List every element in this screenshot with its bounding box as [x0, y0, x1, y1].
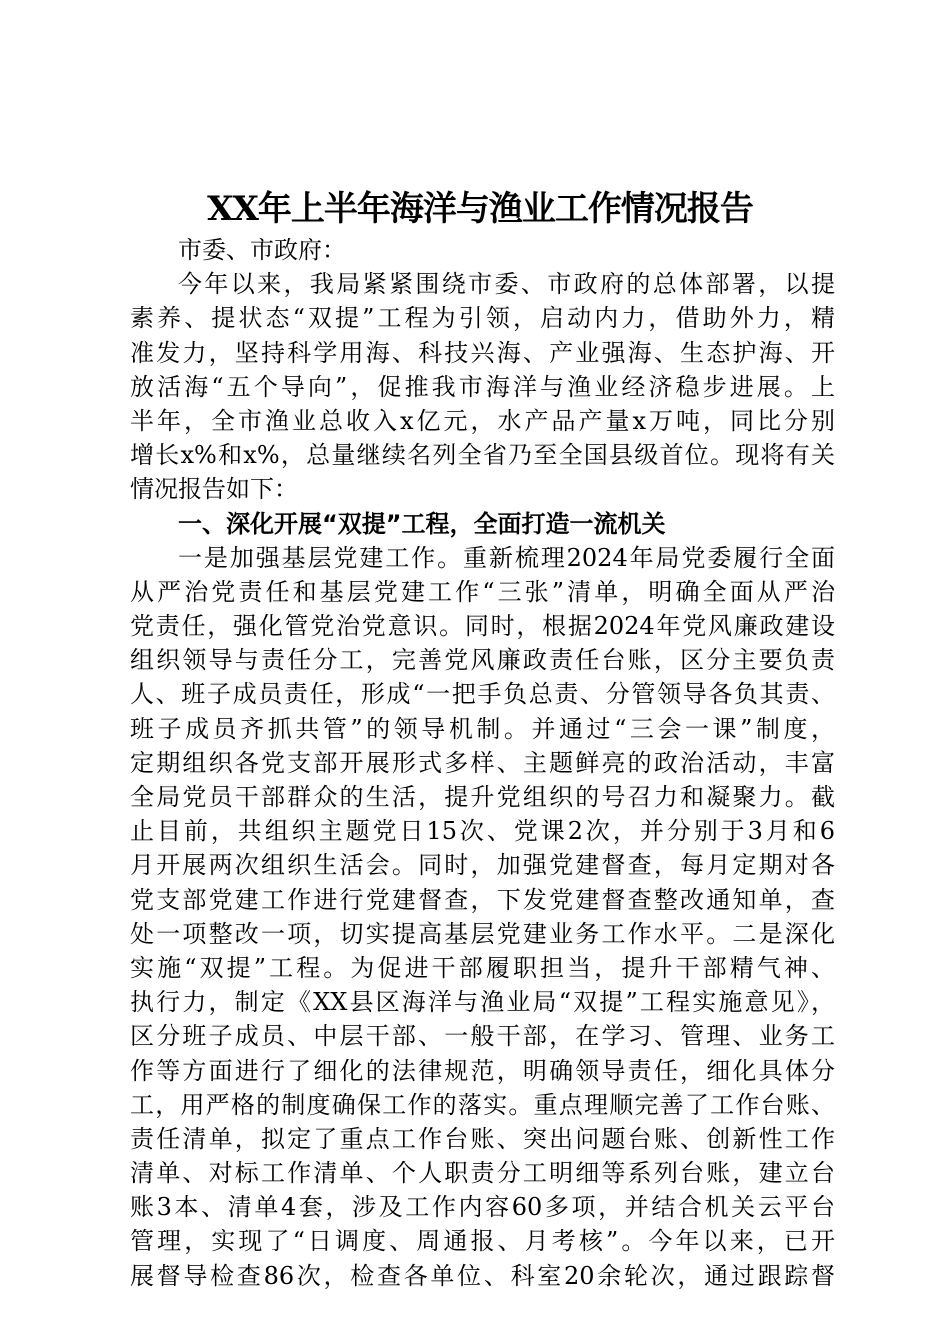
body-line: 班子成员齐抓共管”的领导机制。并通过“三会一课”制度，: [130, 714, 835, 743]
body-line: 实施“双提”工程。为促进干部履职担当，提升干部精气神、: [130, 953, 835, 982]
body-line: 定期组织各党支部开展形式多样、主题鲜亮的政治活动，丰富: [130, 748, 835, 777]
body-line: 素养、提状态“双提”工程为引领，启动内力，借助外力，精: [130, 304, 835, 333]
body-line: 止目前，共组织主题党日15次、党课2次，并分别于3月和6: [130, 817, 835, 846]
body-line: 责任清单，拟定了重点工作台账、突出问题台账、创新性工作: [130, 1124, 835, 1153]
body-line: 月开展两次组织生活会。同时，加强党建督查，每月定期对各: [130, 851, 835, 880]
body-line: 展督导检查86次，检查各单位、科室20余轮次，通过跟踪督: [130, 1261, 835, 1290]
document-title: XX年上半年海洋与渔业工作情况报告: [207, 189, 753, 229]
body-line: 管理，实现了“日调度、周通报、月考核”。今年以来，已开: [130, 1227, 835, 1256]
body-line: 人、班子成员责任，形成“一把手负总责、分管领导各负其责、: [130, 680, 835, 709]
body-line: 放活海“五个导向”，促推我市海洋与渔业经济稳步进展。上: [130, 372, 835, 401]
body-line: 执行力，制定《XX县区海洋与渔业局“双提”工程实施意见》，: [130, 988, 835, 1017]
body-line: 账3本、清单4套，涉及工作内容60多项，并结合机关云平台: [130, 1193, 835, 1222]
section-heading: 一、深化开展“双提”工程，全面打造一流机关: [178, 509, 666, 538]
body-line: 今年以来，我局紧紧围绕市委、市政府的总体部署，以提: [178, 270, 835, 299]
body-line: 作等方面进行了细化的法律规范，明确领导责任，细化具体分: [130, 1056, 835, 1085]
body-line: 清单、对标工作清单、个人职责分工明细等系列台账，建立台: [130, 1159, 835, 1188]
body-line: 准发力，坚持科学用海、科技兴海、产业强海、生态护海、开: [130, 338, 835, 367]
body-line: 从严治党责任和基层党建工作“三张”清单，明确全面从严治: [130, 577, 835, 606]
body-line: 情况报告如下：: [130, 475, 298, 504]
body-line: 党支部党建工作进行党建督查，下发党建督查整改通知单，查: [130, 885, 835, 914]
body-line: 一是加强基层党建工作。重新梳理2024年局党委履行全面: [178, 543, 835, 572]
body-line: 党责任，强化管党治党意识。同时，根据2024年党风廉政建设: [130, 612, 835, 641]
body-line: 工，用严格的制度确保工作的落实。重点理顺完善了工作台账、: [130, 1090, 835, 1119]
document-body: [130, 233, 835, 1293]
body-line: 增长x%和x%，总量继续名列全省乃至全国县级首位。现将有关: [130, 441, 835, 470]
body-line: 区分班子成员、中层干部、一般干部，在学习、管理、业务工: [130, 1022, 835, 1051]
body-line: 市委、市政府：: [178, 236, 346, 264]
body-line: 半年，全市渔业总收入x亿元，水产品产量x万吨，同比分别: [130, 406, 835, 435]
body-line: 组织领导与责任分工，完善党风廉政责任台账，区分主要负责: [130, 646, 835, 675]
body-line: 处一项整改一项，切实提高基层党建业务工作水平。二是深化: [130, 919, 835, 948]
body-line: 全局党员干部群众的生活，提升党组织的号召力和凝聚力。截: [130, 783, 835, 811]
